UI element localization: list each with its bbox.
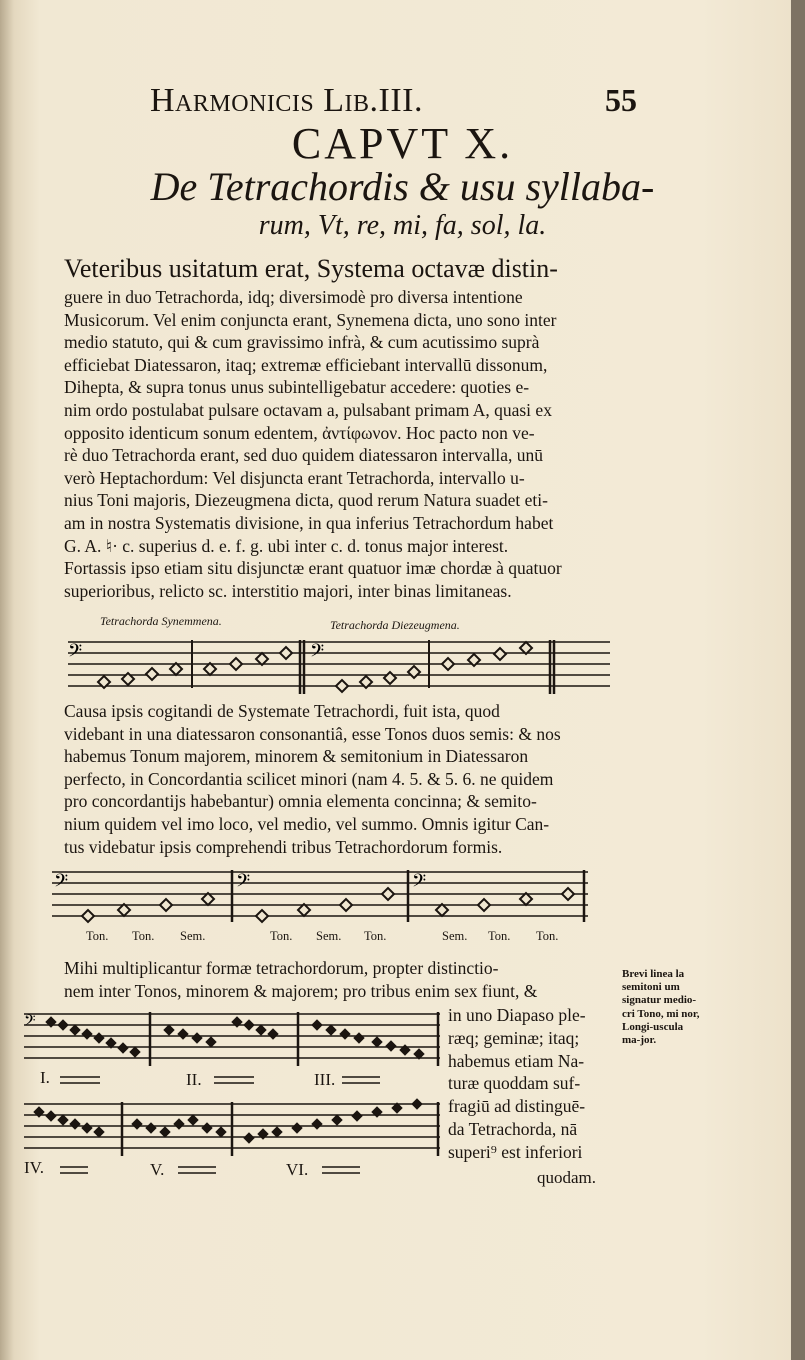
interval-label: Ton. [536,929,559,943]
chapter-title-line1: De Tetrachordis & usu syllaba- [150,164,655,209]
interval-label: Sem. [442,929,468,943]
paragraph-2 [64,700,629,858]
form-numeral: IV. [24,1158,44,1177]
bass-clef-icon: 𝄢 [24,1012,36,1033]
text-line: tus videbatur ipsis comprehendi tribus Tetrachordorum formis. [64,836,503,857]
text-line: Mihi multiplicantur formæ tetrachordorum, propter distinctio- [64,958,499,978]
text-line: Veteribus usitatum erat, Systema octavæ distin- [64,254,558,283]
text-line: superi⁹ est inferiori [448,1141,583,1162]
catchword: quodam. [537,1168,597,1187]
paragraph-3 [64,957,629,1002]
text-line: videbant in una diatessaron consonantiâ, esse Tonos duos semis: & nos [64,723,561,744]
interval-dashes [60,1164,360,1178]
text-line: da Tetrachorda, nā [448,1118,578,1139]
text-line: verò Heptachordum: Vel disjuncta erant Tetrachorda, intervallo u- [64,467,525,488]
text-line: nium quidem vel imo loco, vel medio, vel summo. Omnis igitur Can- [64,813,550,834]
interval-dashes [60,1074,380,1088]
bass-clef-icon: 𝄢 [310,641,325,666]
text-line: perfecto, in Concordantia scilicet minori (nam 4. 5. & 5. 6. ne quidem [64,768,554,789]
form-numeral: III. [314,1070,336,1089]
text-line: medio statuto, qui & cum gravissimo infrà, & cum acutissimo suprà [64,332,540,353]
text-line: G. A. ♮· c. superius d. e. f. g. ubi inter c. d. tonus major interest. [64,535,509,556]
interval-label: Sem. [180,929,206,943]
text-line: superioribus, relicto sc. interstitio majori, inter binas limitaneas. [64,580,512,601]
interval-label: Sem. [316,929,342,943]
text-line: am in nostra Systematis divisione, in qua inferius Tetrachordum habet [64,512,554,533]
form-numeral: V. [150,1160,165,1179]
form-numeral: II. [186,1070,202,1089]
interval-label: Ton. [364,929,387,943]
text-line: nem inter Tonos, minorem & majorem; pro tribus enim sex fiunt, & [64,980,538,1001]
form-numeral: I. [40,1068,50,1087]
text-line: Musicorum. Vel enim conjuncta erant, Synemena dicta, uno sono inter [64,309,557,330]
figure1-caption-left: Tetrachorda Synemmena. [100,614,222,628]
side-column-text [448,1004,618,1164]
text-line: opposito identicum sonum edentem, ἀντίφωνον. Hoc pacto non ve- [64,422,535,443]
text-line: guere in duo Tetrachorda, idq; diversimodè pro diversa intentione [64,287,523,307]
text-line: nim ordo postulabat pulsare octavam a, pulsabant primam A, quasi ex [64,399,552,420]
bass-clef-icon: 𝄢 [236,871,251,896]
note-group [46,1017,424,1059]
page-number: 55 [605,82,637,118]
chapter-heading: CAPVT X. [291,119,514,168]
text-line: rè duo Tetrachorda erant, sed duo quidem diatessaron intervalla, unū [64,445,544,466]
running-head: Harmonicis Lib.III. [150,82,423,119]
page-header [150,82,637,122]
text-line: pro concordantijs habebantur) omnia elementa concinna; & semito- [64,791,537,812]
text-line: ræq; geminæ; itaq; [448,1027,580,1048]
interval-label: Ton. [270,929,293,943]
bass-clef-icon: 𝄢 [68,641,83,666]
text-line: habemus Tonum majorem, minorem & semitonium in Diatessaron [64,746,529,767]
paragraph-1 [64,252,629,602]
text-line: turæ quoddam suf- [448,1073,581,1094]
figure2-staff [48,866,593,928]
text-line: efficiebat Diatessaron, itaq; extremæ efficiebant intervallū dissonum, [64,354,548,375]
text-line: in uno Diapaso ple- [448,1005,586,1025]
bass-clef-icon: 𝄢 [412,871,427,896]
margin-note: Brevi linea la semitoni um signatur medio-cri Tono, mi nor, Longi-uscula ma-jor. [622,968,700,1047]
interval-label: Ton. [488,929,511,943]
text-line: Fortassis ipso etiam situ disjunctæ erant quatuor imæ chordæ à quatuor [64,558,562,579]
text-line: habemus etiam Na- [448,1050,585,1071]
form-numeral: VI. [286,1160,309,1179]
figure1-caption-right: Tetrachorda Diezeugmena. [330,618,460,632]
figure3-staff-top [22,1008,442,1074]
bass-clef-icon: 𝄢 [54,871,69,896]
text-line: nius Toni majoris, Diezeugmena dicta, quod rerum Natura suadet eti- [64,490,548,511]
figure3-staff-bottom [22,1098,442,1162]
text-line: fragiū ad distinguē- [448,1096,586,1117]
interval-label: Ton. [86,929,109,943]
interval-label: Ton. [132,929,155,943]
text-line: Causa ipsis cogitandi de Systemate Tetrachordi, fuit ista, quod [64,701,500,721]
chapter-title-line2: rum, Vt, re, mi, fa, sol, la. [258,210,547,241]
text-line: Dihepta, & supra tonus unus subintelligebatur accedere: quoties e- [64,377,530,398]
figure1-staff [64,634,614,700]
